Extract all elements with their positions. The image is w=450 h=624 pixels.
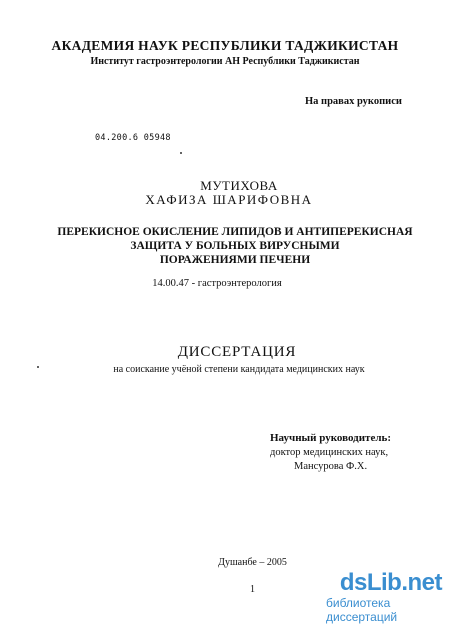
supervisor-label: Научный руководитель:	[270, 432, 391, 444]
author-surname: МУТИХОВА	[200, 178, 278, 193]
title-line-2: ЗАЩИТА У БОЛЬНЫХ ВИРУСНЫМИ	[130, 240, 340, 252]
city-year: Душанбе – 2005	[218, 557, 287, 568]
author-given-names: ХАФИЗА ШАРИФОВНА	[145, 192, 313, 207]
supervisor-degree: доктор медицинских наук,	[270, 447, 389, 458]
title-line-3: ПОРАЖЕНИЯМИ ПЕЧЕНИ	[159, 254, 311, 266]
title-line-1: ПЕРЕКИСНОЕ ОКИСЛЕНИЕ ЛИПИДОВ И АНТИПЕРЕКИСНАЯ	[57, 226, 413, 238]
degree-purpose: на соискание учёной степени кандидата медицинских наук	[113, 364, 365, 375]
specialty-code: 14.00.47 - гастроэнтерология	[152, 278, 282, 289]
institute-subheading: Институт гастроэнтерологии АН Республики Таджикистан	[90, 56, 360, 67]
scan-speck	[180, 152, 182, 154]
dissertation-title	[10, 225, 450, 267]
academy-heading: АКАДЕМИЯ НАУК РЕСПУБЛИКИ ТАДЖИКИСТАН	[51, 37, 399, 54]
document-type-heading: ДИССЕРТАЦИЯ	[177, 344, 297, 360]
scan-speck	[37, 366, 39, 368]
watermark-subtitle: библиотека диссертаций	[326, 596, 398, 624]
manuscript-rights-note: На правах рукописи	[305, 96, 402, 107]
dslib-watermark	[326, 569, 446, 624]
registration-stamp-number: 04.200.6 05948	[95, 133, 171, 143]
watermark-logo: dsLib.net	[339, 569, 442, 596]
page-number: 1	[250, 584, 255, 595]
supervisor-name: Мансурова Ф.Х.	[294, 461, 368, 472]
